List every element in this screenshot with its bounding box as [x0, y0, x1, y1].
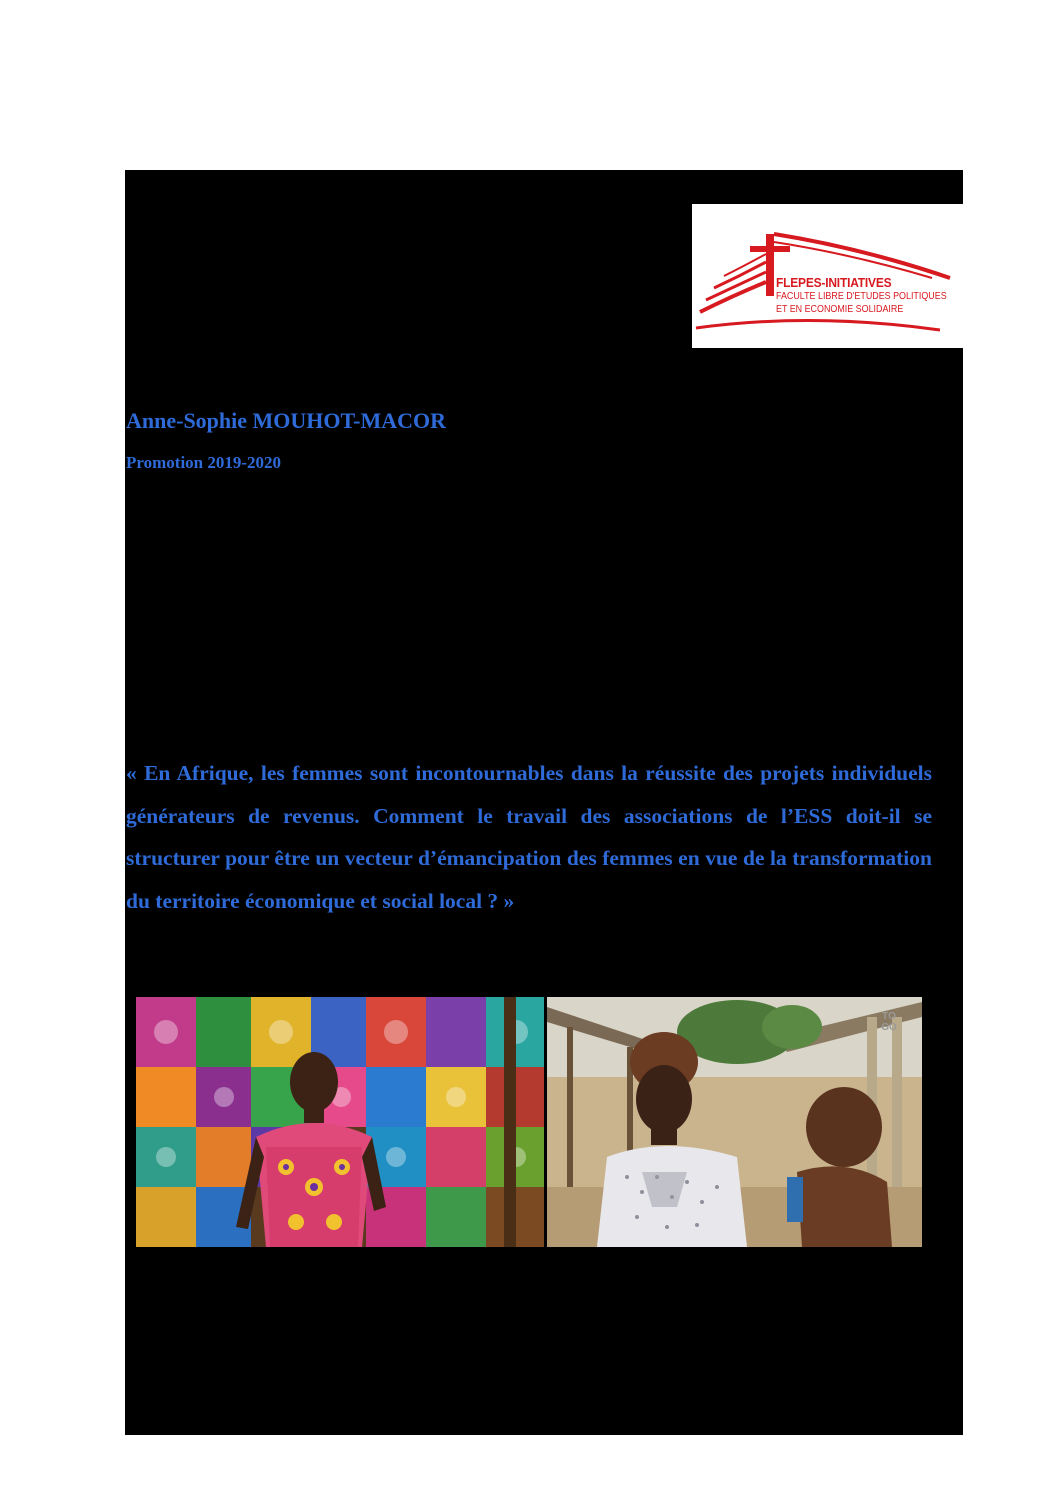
promotion-year: Promotion 2019-2020 — [126, 453, 282, 472]
photo-woman-with-child — [547, 997, 922, 1247]
logo-title: FLEPES-INITIATIVES — [776, 275, 892, 290]
logo-subtitle-line1: FACULTE LIBRE D'ETUDES POLITIQUES — [776, 290, 947, 302]
photo-watermark: TO GO — [881, 1011, 897, 1033]
author-name: Anne-Sophie MOUHOT-MACOR — [126, 408, 447, 433]
flepes-logo — [692, 204, 963, 348]
thesis-title: « En Afrique, les femmes sont incontournables dans la réussite des projets individuels générateurs de revenus. Comment le travail des associations de l’ESS doit-il se structurer pour être un vecteur d’émancipation des femmes en vue de la transformation du territoire économique et social local ? » — [126, 761, 932, 913]
cover-page — [125, 170, 963, 1435]
photo-woman-fabric-stall — [136, 997, 544, 1247]
logo-subtitle-line2: ET EN ECONOMIE SOLIDAIRE — [776, 303, 904, 315]
